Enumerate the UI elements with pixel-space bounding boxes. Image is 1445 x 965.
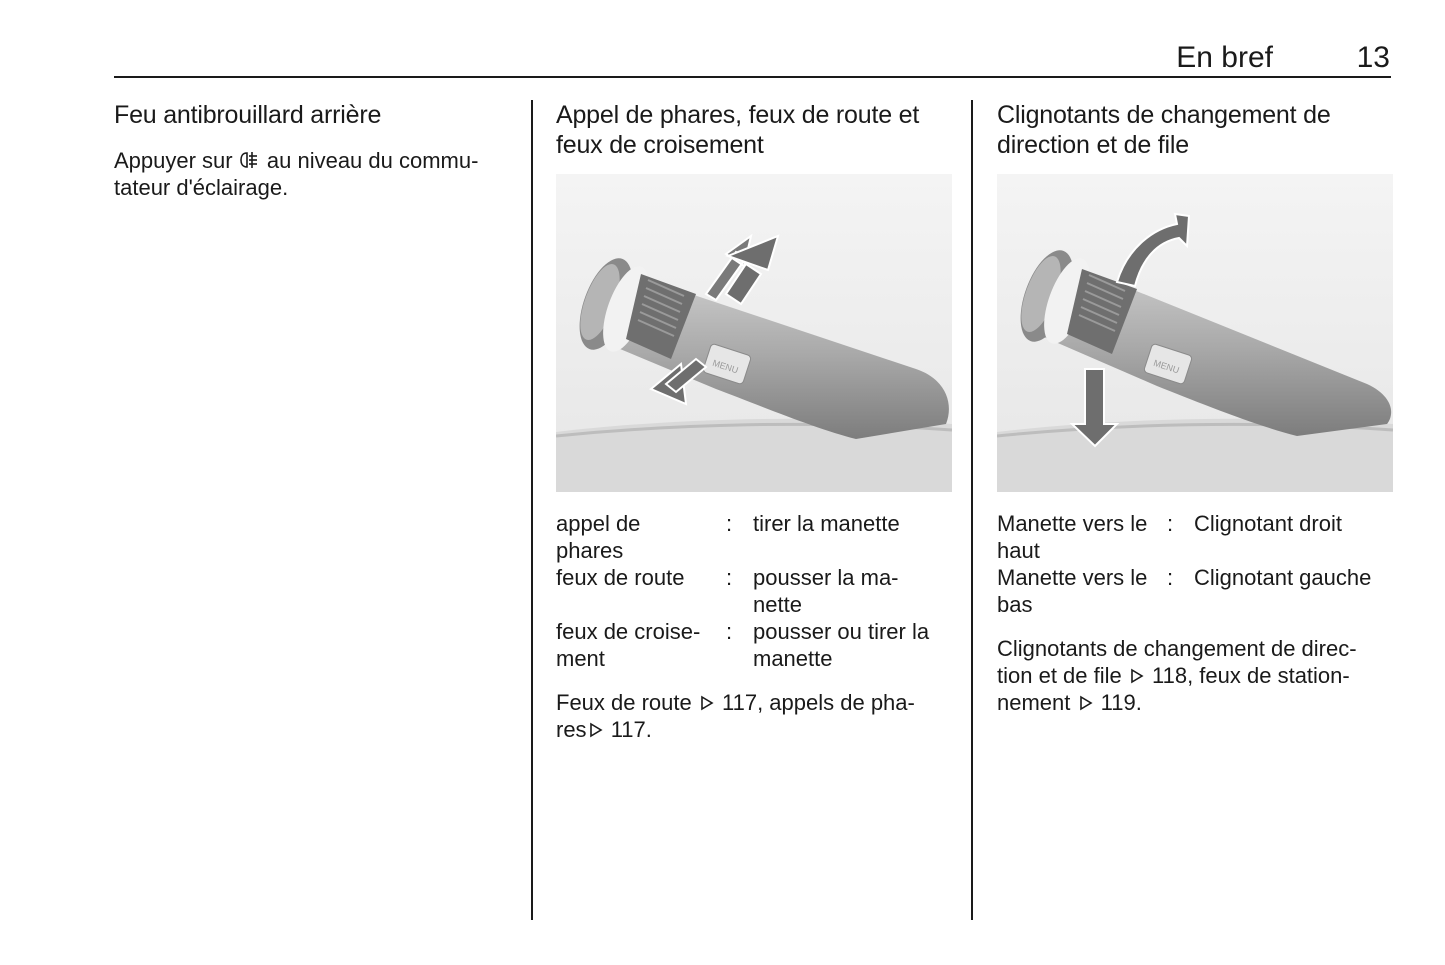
section-headlight-flash (556, 100, 952, 743)
page-reference-icon[interactable] (1077, 694, 1095, 712)
stalk-illustration-turn-signals (997, 174, 1393, 492)
definition-list (997, 510, 1393, 618)
rear-fog-light-icon (239, 150, 261, 170)
header-rule (114, 76, 1391, 78)
definition-row: feux de croise- ment : pousser ou tirer la manette (556, 619, 930, 671)
definition-row: appel de phares : tirer la manette (556, 511, 900, 563)
definition-row: Manette vers le haut : Clignotant droit (997, 511, 1342, 563)
cross-reference-text: Feux de route 117, appels de pha- res 117. (556, 690, 915, 742)
section-heading: Clignotants de changement de direction et de file (997, 101, 1331, 159)
header-title: En bref (1176, 41, 1273, 74)
page-reference-icon[interactable] (587, 721, 605, 739)
lever-drawing (997, 174, 1393, 492)
column-divider-2 (971, 100, 973, 920)
page-number: 13 (1356, 41, 1390, 74)
definition-row: feux de route : pousser la ma- nette (556, 565, 899, 617)
section-rear-fog-light (114, 100, 514, 201)
section-text: Appuyer sur au niveau du commu- tateur d'éclairage. (114, 148, 479, 200)
section-turn-signals (997, 100, 1393, 716)
stalk-illustration-headlights (556, 174, 952, 492)
section-heading: Feu antibrouillard arrière (114, 101, 382, 129)
definition-list (556, 510, 952, 672)
cross-reference-text: Clignotants de changement de direc- tion et de file 118, feux de station- nement 119. (997, 636, 1357, 715)
menu-button-label: MENU (1152, 357, 1181, 376)
page-reference-icon[interactable] (698, 694, 716, 712)
definition-row: Manette vers le bas : Clignotant gauche (997, 565, 1372, 617)
lever-drawing (556, 174, 952, 492)
page-reference-icon[interactable] (1128, 667, 1146, 685)
section-heading: Appel de phares, feux de route et feux de croisement (556, 101, 920, 159)
menu-button-label: MENU (711, 357, 740, 376)
column-divider-1 (531, 100, 533, 920)
